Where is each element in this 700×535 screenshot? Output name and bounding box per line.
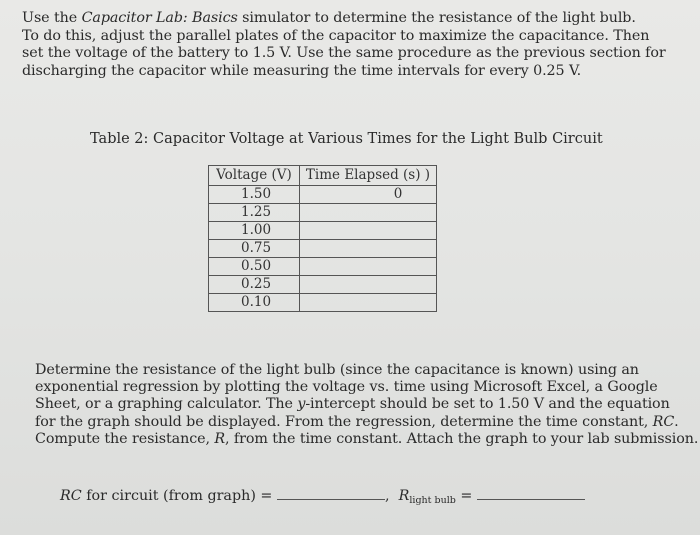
voltage-cell: 0.25: [209, 276, 300, 294]
time-elapsed-cell[interactable]: [300, 276, 437, 294]
rc-answer-blank[interactable]: [277, 487, 385, 500]
table-caption: Table 2: Capacitor Voltage at Various Times for the Light Bulb Circuit: [90, 131, 603, 147]
time-elapsed-cell[interactable]: [300, 240, 437, 258]
intro-line: set the voltage of the battery to 1.5 V. Use the same procedure as the previous section for: [22, 45, 666, 62]
header-voltage: Voltage (V): [209, 166, 300, 186]
table-row: [209, 186, 437, 204]
voltage-cell: 0.75: [209, 240, 300, 258]
intro-paragraph: [22, 10, 666, 80]
table-row: [209, 258, 437, 276]
instructions-line: for the graph should be displayed. From the regression, determine the time constant, RC.: [35, 413, 679, 430]
r-label-subscript: light bulb: [409, 495, 456, 506]
table-row: [209, 240, 437, 258]
table-row: [209, 294, 437, 312]
voltage-cell: 1.50: [209, 186, 300, 204]
voltage-time-table: [208, 165, 437, 312]
voltage-cell: 0.50: [209, 258, 300, 276]
table-row: [209, 276, 437, 294]
time-elapsed-cell[interactable]: [300, 204, 437, 222]
r-answer-blank[interactable]: [477, 487, 585, 500]
voltage-cell: 1.25: [209, 204, 300, 222]
instructions-italic-term: R: [214, 430, 226, 447]
time-elapsed-cell[interactable]: 0: [300, 186, 437, 204]
instructions-paragraph: [35, 362, 699, 448]
time-elapsed-cell[interactable]: [300, 258, 437, 276]
r-label-equals: =: [455, 488, 473, 504]
instructions-line: exponential regression by plotting the voltage vs. time using Microsoft Excel, a Google: [35, 379, 658, 396]
instructions-line: Determine the resistance of the light bulb (since the capacitance is known) using an: [35, 362, 639, 378]
table-header-row: [209, 166, 437, 186]
intro-italic-term: Capacitor Lab: Basics: [81, 10, 238, 26]
instructions-italic-term: RC: [652, 413, 675, 430]
table-row: [209, 204, 437, 222]
intro-line: To do this, adjust the parallel plates of the capacitor to maximize the capacitance. Then: [22, 27, 650, 44]
voltage-cell: 0.10: [209, 294, 300, 312]
time-elapsed-cell[interactable]: [300, 294, 437, 312]
instructions-line: Compute the resistance, R, from the time constant. Attach the graph to your lab submission.: [35, 430, 699, 447]
voltage-cell: 1.00: [209, 222, 300, 240]
answer-line: [60, 487, 585, 504]
rc-label-text: for circuit (from graph) =: [81, 488, 273, 504]
r-label-symbol: R: [398, 488, 410, 504]
header-time-elapsed: Time Elapsed (s) ): [300, 166, 437, 186]
rc-label-symbol: RC: [60, 488, 82, 504]
intro-line: Use the Capacitor Lab: Basics simulator to determine the resistance of the light bulb.: [22, 10, 636, 26]
instructions-italic-term: y: [297, 396, 306, 413]
time-elapsed-cell[interactable]: [300, 222, 437, 240]
answer-separator: ,: [384, 488, 390, 504]
instructions-line: Sheet, or a graphing calculator. The y-intercept should be set to 1.50 V and the equation: [35, 396, 670, 413]
intro-line: discharging the capacitor while measuring the time intervals for every 0.25 V.: [22, 62, 582, 79]
table-row: [209, 222, 437, 240]
